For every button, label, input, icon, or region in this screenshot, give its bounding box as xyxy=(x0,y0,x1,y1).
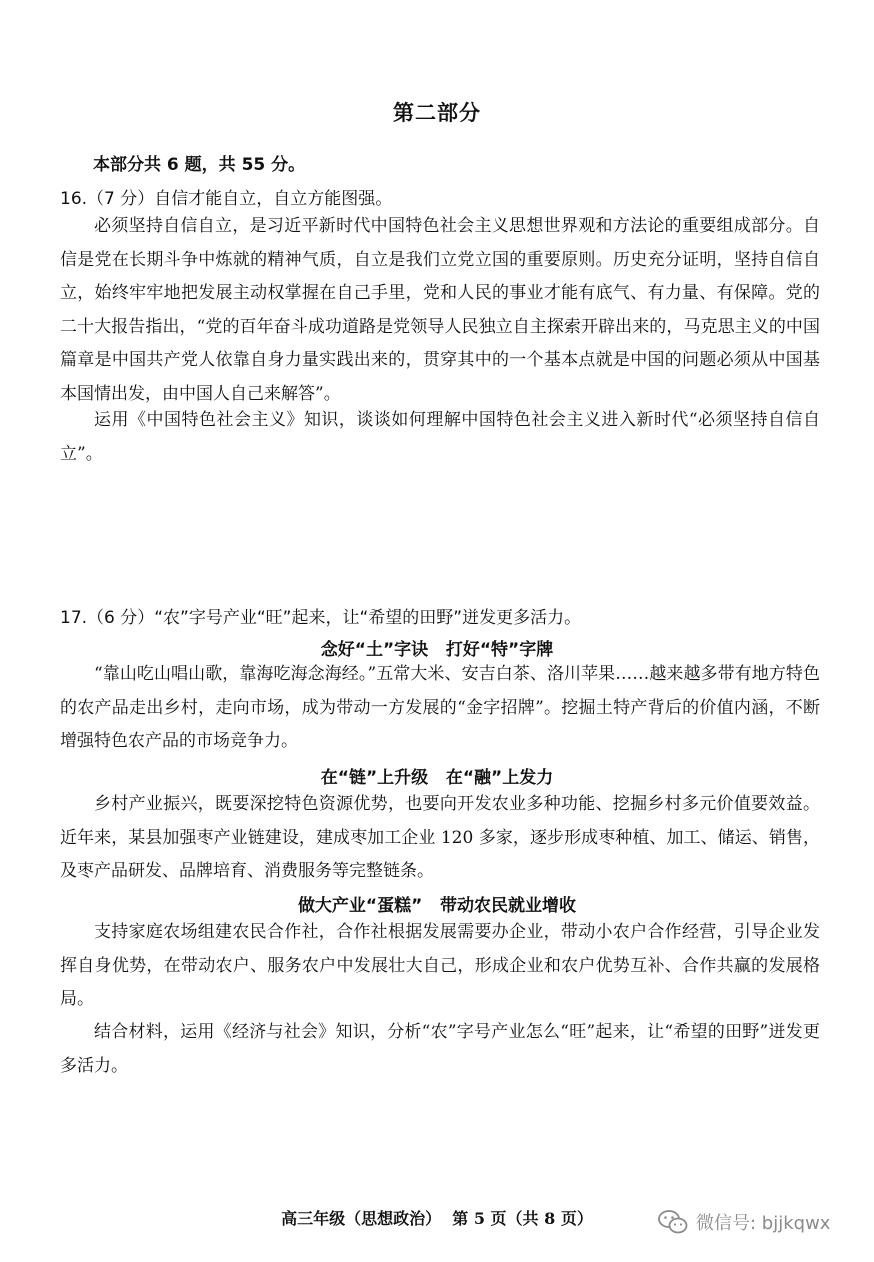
question-17-paragraph-1: “靠山吃山唱山歌，靠海吃海念海经。”五常大米、安吉白茶、洛川苹果……越来越多带有地方特色的农产品走出乡村，走向市场，成为带动一方发展的“金字招牌”。挖掘土特产背后的价值内涵，不断增强特色农产品的市场竞争力。 xyxy=(60,664,820,751)
watermark-text: 微信号: bjjkqwx xyxy=(696,1213,831,1234)
section-intro: 本部分共 6 题，共 55 分。 xyxy=(93,155,306,175)
wechat-icon xyxy=(658,1209,688,1235)
question-17-subheading-3: 做大产业“蛋糕” 带动农民就业增收 xyxy=(297,896,577,916)
question-17-heading: 17.（6 分）“农”字号产业“旺”起来，让“希望的田野”迸发更多活力。 xyxy=(60,608,582,628)
wechat-watermark xyxy=(658,1209,830,1235)
question-17-subheading-1: 念好“土”字诀 打好“特”字牌 xyxy=(320,640,554,660)
question-16-heading: 16.（7 分）自信才能自立，自立方能图强。 xyxy=(60,189,393,209)
question-17-paragraph-3: 支持家庭农场组建农民合作社，合作社根据发展需要办企业，带动小农户合作经营，引导企业发挥自身优势，在带动农户、服务农户中发展壮大自己，形成企业和农户优势互补、合作共赢的发展格局。 xyxy=(60,922,820,1009)
question-16-material: 必须坚持自信自立，是习近平新时代中国特色社会主义思想世界观和方法论的重要组成部分。自信是党在长期斗争中炼就的精神气质，自立是我们立党立国的重要原则。历史充分证明，坚持自信自立，始终牢牢地把发展主动权掌握在自己手里，党和人民的事业才能有底气、有力量、有保障。党的二十大报告指出，“党的百年奋斗成功道路是党领导人民独立自主探索开辟出来的，马克思主义的中国篇章是中国共产党人依靠自身力量实践出来的，贯穿其中的一个基本点就是中国的问题必须从中国基本国情出发，由中国人自己来解答”。 xyxy=(60,216,820,404)
question-17-paragraph-2: 乡村产业振兴，既要深挖特色资源优势，也要向开发农业多种功能、挖掘乡村多元价值要效益。近年来，某县加强枣产业链建设，建成枣加工企业 120 多家，逐步形成枣种植、加工、储运、销售，及枣产品研发、品牌培育、消费服务等完整链条。 xyxy=(60,794,820,881)
page-footer: 高三年级（思想政治） 第 5 页（共 8 页） xyxy=(281,1209,593,1228)
question-17-prompt: 结合材料，运用《经济与社会》知识，分析“农”字号产业怎么“旺”起来，让“希望的田野”迸发更多活力。 xyxy=(60,1022,820,1076)
question-17-subheading-2: 在“链”上升级 在“融”上发力 xyxy=(320,768,554,788)
section-title: 第二部分 xyxy=(393,101,481,125)
question-16-prompt: 运用《中国特色社会主义》知识，谈谈如何理解中国特色社会主义进入新时代“必须坚持自信自立”。 xyxy=(60,410,820,464)
